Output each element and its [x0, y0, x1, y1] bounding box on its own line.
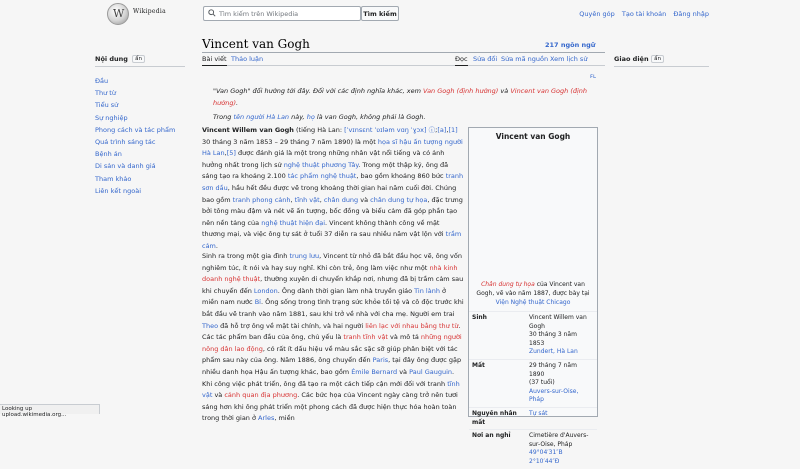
wikipedia-logo-icon[interactable]: W	[107, 3, 129, 25]
article-text: , tại đây ông được gặp nhiều danh họa Hậu ấn tượng khác, bao gồm	[202, 356, 462, 376]
hatnote-text: này,	[289, 113, 307, 121]
create-account-link[interactable]: Tạo tài khoản	[621, 10, 667, 18]
infobox-label: Nguyên nhân mất	[472, 409, 517, 426]
infobox-value	[529, 314, 594, 357]
article-link[interactable]: nhà kinh doanh nghệ thuật	[202, 263, 458, 284]
hatnote-link-vincent-disambig[interactable]: Vincent van Gogh (định hướng)	[213, 87, 588, 107]
toc-header	[95, 55, 185, 67]
toc-item-top[interactable]: Đầu	[95, 77, 109, 85]
article-text: và mô tả	[387, 333, 421, 342]
article-link[interactable]: Arles	[258, 414, 275, 423]
article-text: . Khi công việc phát triển, ông đã tạo ra một cách tiếp cận mới đối với tranh	[202, 367, 455, 388]
tab-read[interactable]: Đọc	[455, 55, 468, 66]
hatnote-name-order	[213, 112, 605, 124]
article-text: 30 tháng 3 năm 1853 – 29 tháng 7 năm 1890) là một	[202, 137, 378, 146]
search-button[interactable]: Tìm kiếm	[361, 6, 399, 21]
article-link[interactable]: tranh tĩnh vật	[343, 333, 388, 342]
toc-hide-button[interactable]: ẩn	[132, 55, 145, 63]
toc-list	[95, 75, 185, 197]
toc-item-career[interactable]: Sự nghiệp	[95, 113, 128, 122]
search-icon	[208, 9, 216, 17]
appearance-panel-header	[614, 55, 709, 67]
infobox-link-birthplace[interactable]: Zundert, Hà Lan	[529, 348, 578, 356]
hatnote-text: và	[498, 87, 511, 95]
article-text: đã hỗ trợ ông về mặt tài chính, và hai người	[218, 321, 366, 330]
article-link[interactable]: London	[253, 286, 278, 295]
title-divider	[202, 52, 605, 53]
infobox-link-cause[interactable]: Tự sát	[529, 409, 548, 417]
hatnote-link-van-gogh-disambig[interactable]: Van Gogh (định hướng)	[423, 87, 499, 95]
lead-paragraph-2	[202, 251, 464, 425]
lead-paragraph-1	[202, 125, 464, 253]
article-link[interactable]: chân dung	[323, 195, 359, 204]
infobox-row-cause	[469, 407, 597, 429]
toc-item-letters[interactable]: Thư từ	[95, 89, 116, 98]
article-text: .	[215, 241, 218, 250]
article-link[interactable]: Paris	[372, 356, 389, 365]
article-text: , có rất ít dấu hiệu về màu sắc sặc sỡ giúp phân biệt với tác phẩm sau này của ông. Năm 1886, ông chuyển đến	[202, 344, 458, 365]
article-link[interactable]: ⓘ	[428, 126, 436, 134]
article-link[interactable]: tĩnh vật	[294, 195, 320, 204]
article-text: (tiếng Hà Lan:	[293, 126, 345, 134]
article-link[interactable]: tĩnh vật	[202, 379, 460, 400]
article-text: ,	[319, 195, 324, 204]
language-count: 217 ngôn ngữ	[545, 41, 596, 49]
browser-status-bar: Looking up upload.wikimedia.org...	[0, 404, 100, 414]
hatnote-text: .	[236, 98, 239, 107]
article-text: . Ông dành thời gian làm nhà truyền giáo	[277, 286, 415, 295]
infobox-value-line: (37 tuổi)	[529, 379, 555, 387]
infobox-value-line: Vincent Willem van Gogh	[529, 314, 587, 330]
infobox-value	[529, 432, 594, 466]
article-text: và	[358, 195, 371, 204]
article-text: ,	[224, 149, 227, 158]
article-text: . Ông sống trong tình trạng sức khỏe tồi tệ và cô độc trước khi bắt đầu vẽ tranh vào năm 1881, sau khi trở về nhà với cha mẹ. Người em trai	[202, 298, 464, 318]
article-link[interactable]: Theo	[202, 321, 219, 330]
infobox-row-born	[469, 311, 597, 359]
tab-history[interactable]: Xem lịch sử	[550, 55, 588, 63]
hatnote-link-surname[interactable]: họ	[306, 113, 315, 121]
toc-item-external-links[interactable]: Liên kết ngoài	[95, 186, 142, 195]
article-link[interactable]: Bỉ	[254, 298, 261, 307]
infobox-label: Nơi an nghỉ	[472, 432, 511, 440]
infobox-caption	[469, 276, 597, 311]
article-text: , thường xuyên di chuyển khắp nơi, nhưng đã bị trầm cảm sau khi chuyển đến	[202, 275, 464, 295]
hatnote-text: "Van Gogh" đổi hướng tới đây. Đối với các định nghĩa khác, xem	[213, 87, 424, 95]
infobox	[468, 127, 598, 465]
article-text: ,	[290, 195, 295, 204]
page-title: Vincent van Gogh	[202, 37, 310, 51]
infobox-label: Sinh	[472, 314, 487, 321]
article-link[interactable]: tranh sơn dầu	[202, 172, 464, 192]
hatnote-text: là van Gogh, không phải là Gogh.	[314, 113, 426, 121]
article-text: , miền	[274, 414, 295, 423]
site-header	[0, 0, 800, 30]
article-text: . Các bức họa của Vincent ngày càng trở nên tươi sáng hơn khi ông phát triển một phong cách đã được hiện thực hóa hoàn toàn trong thời gian ở	[202, 391, 458, 423]
search-input[interactable]	[219, 8, 359, 19]
article-link[interactable]: chân dung tự họa	[370, 195, 428, 204]
article-link[interactable]: cảnh quan địa phương	[224, 391, 298, 400]
article-text: . Trong một thập kỷ, ông đã sáng tạo ra khoảng 2.100	[202, 160, 449, 181]
article-link[interactable]: người Hà Lan	[202, 137, 463, 158]
infobox-title: Vincent van Gogh	[495, 132, 571, 141]
page-tabs	[202, 55, 605, 66]
article-text: , đặc trưng bởi tông màu đậm và nét vẽ ấn tượng, bốc đồng và biểu cảm đã góp phần tạo nên nền tảng của	[202, 195, 463, 227]
infobox-link-coordinates[interactable]: 49°04′31″B 2°10′44″Đ	[529, 449, 563, 465]
article-text: ,	[446, 126, 449, 134]
caption-link-art-institute[interactable]: Viện Nghệ thuật Chicago	[495, 299, 571, 306]
article-subject-name: Vincent Willem van Gogh	[202, 126, 294, 134]
article-text: ở miền nam nước	[202, 286, 446, 307]
article-link[interactable]: trung lưu	[289, 252, 320, 260]
table-of-contents	[95, 55, 185, 197]
appearance-title: Giao diện	[614, 55, 649, 63]
infobox-image[interactable]	[472, 148, 594, 276]
article-text: , Vincent từ nhỏ đã bắt đầu học vẽ, ông vốn nghiêm túc, ít nói và hay suy nghĩ. Khi còn trẻ, ông làm việc như một	[202, 252, 462, 272]
tab-edit[interactable]: Sửa đổi	[473, 55, 498, 63]
article-link[interactable]: [ˈvɪnsɛnt ˈʋɪləm vɑŋ ˈɣɔx]	[344, 126, 427, 134]
infobox-value-line: 30 tháng 3 năm 1853	[529, 331, 577, 347]
article-text: được đánh giá là một trong những nhân vật nổi tiếng và có ảnh hưởng nhất trong lịch sử	[202, 149, 445, 169]
article-link[interactable]: họa sĩ hậu ấn tượng	[377, 137, 443, 146]
login-link[interactable]: Đăng nhập	[673, 10, 709, 18]
article-text: và	[212, 391, 225, 400]
article-link[interactable]: nghệ thuật phương Tây	[283, 160, 359, 169]
article-link[interactable]: [a]	[437, 126, 447, 134]
toc-item-process[interactable]: Quá trình sáng tác	[95, 138, 156, 147]
hatnote-disambiguation	[213, 86, 605, 109]
toc-item-style[interactable]: Phong cách và tác phẩm	[95, 125, 176, 134]
hatnote-link-dutch-names[interactable]: tên người Hà Lan	[233, 113, 290, 121]
toc-item-illness[interactable]: Bệnh án	[95, 150, 122, 159]
article-text: , bao gồm khoảng 860 bức	[356, 172, 446, 181]
caption-link-self-portrait[interactable]: Chân dung tự họa	[481, 281, 535, 288]
article-text: , hầu hết đều được vẽ trong khoảng thời gian hai năm cuối đời. Chúng bao gồm	[202, 183, 457, 204]
language-button[interactable]	[545, 41, 595, 49]
donate-link[interactable]: Quyên góp	[579, 10, 615, 18]
text-size-icon[interactable]: ꜰʟ	[590, 73, 596, 80]
infobox-row-resting-place	[469, 429, 597, 468]
tab-article[interactable]: Bài viết	[202, 55, 227, 66]
toc-item-references[interactable]: Tham khảo	[95, 174, 132, 183]
toc-title: Nội dung	[95, 55, 128, 63]
article-text: . Vincent không thành công về mặt thương mại, và việc ông tự sát ở tuổi 37 diễn ra sau nhiều năm vật lộn với	[202, 218, 446, 239]
wikipedia-wordmark[interactable]: Wikipedia	[133, 8, 166, 15]
article-link[interactable]: tranh phong cảnh	[232, 195, 291, 204]
article-link[interactable]: những người nông dân lao động	[202, 333, 462, 353]
infobox-label: Mất	[472, 361, 485, 369]
infobox-value	[529, 410, 594, 427]
infobox-link-deathplace[interactable]: Auvers-sur-Oise, Pháp	[529, 387, 579, 404]
hatnote-text: Trong	[213, 113, 234, 121]
article-text: Sinh ra trong một gia đình	[202, 252, 290, 260]
tab-edit-source[interactable]: Sửa mã nguồn	[501, 55, 549, 63]
article-text: . Các tác phẩm ban đầu của ông, chủ yếu là	[202, 321, 461, 342]
infobox-value	[529, 362, 594, 405]
article-text: ;	[435, 126, 438, 134]
article-link[interactable]: Paul Gauguin	[409, 367, 453, 376]
appearance-hide-button[interactable]: ẩn	[651, 55, 664, 63]
infobox-value-line: 29 tháng 7 năm 1890	[529, 361, 577, 378]
article-link[interactable]: [5]	[226, 149, 236, 158]
infobox-value-line: Cimetière d'Auvers-sur-Oise, Pháp	[529, 432, 589, 448]
toc-item-biography[interactable]: Tiểu sử	[95, 101, 119, 110]
article-link[interactable]: nghệ thuật hiện đại	[261, 218, 326, 227]
search-box[interactable]	[203, 6, 361, 21]
caption-text: của Vincent van Gogh, vẽ vào năm 1887, được bày tại	[476, 281, 590, 297]
article-link[interactable]: Émile Bernard	[351, 367, 398, 376]
toc-item-legacy[interactable]: Di sản và danh giá	[95, 162, 156, 171]
article-link[interactable]: liên lạc với nhau bằng thư từ	[365, 321, 459, 330]
article-link[interactable]: [1]	[448, 126, 458, 134]
article-text: và	[397, 367, 410, 376]
tab-talk[interactable]: Thảo luận	[231, 55, 264, 63]
article-link[interactable]: Tin lành	[414, 286, 440, 295]
article-link[interactable]: trầm cảm	[202, 230, 462, 250]
article-link[interactable]: tác phẩm nghệ thuật	[287, 172, 357, 181]
user-links	[574, 10, 709, 18]
infobox-row-died	[469, 359, 597, 407]
